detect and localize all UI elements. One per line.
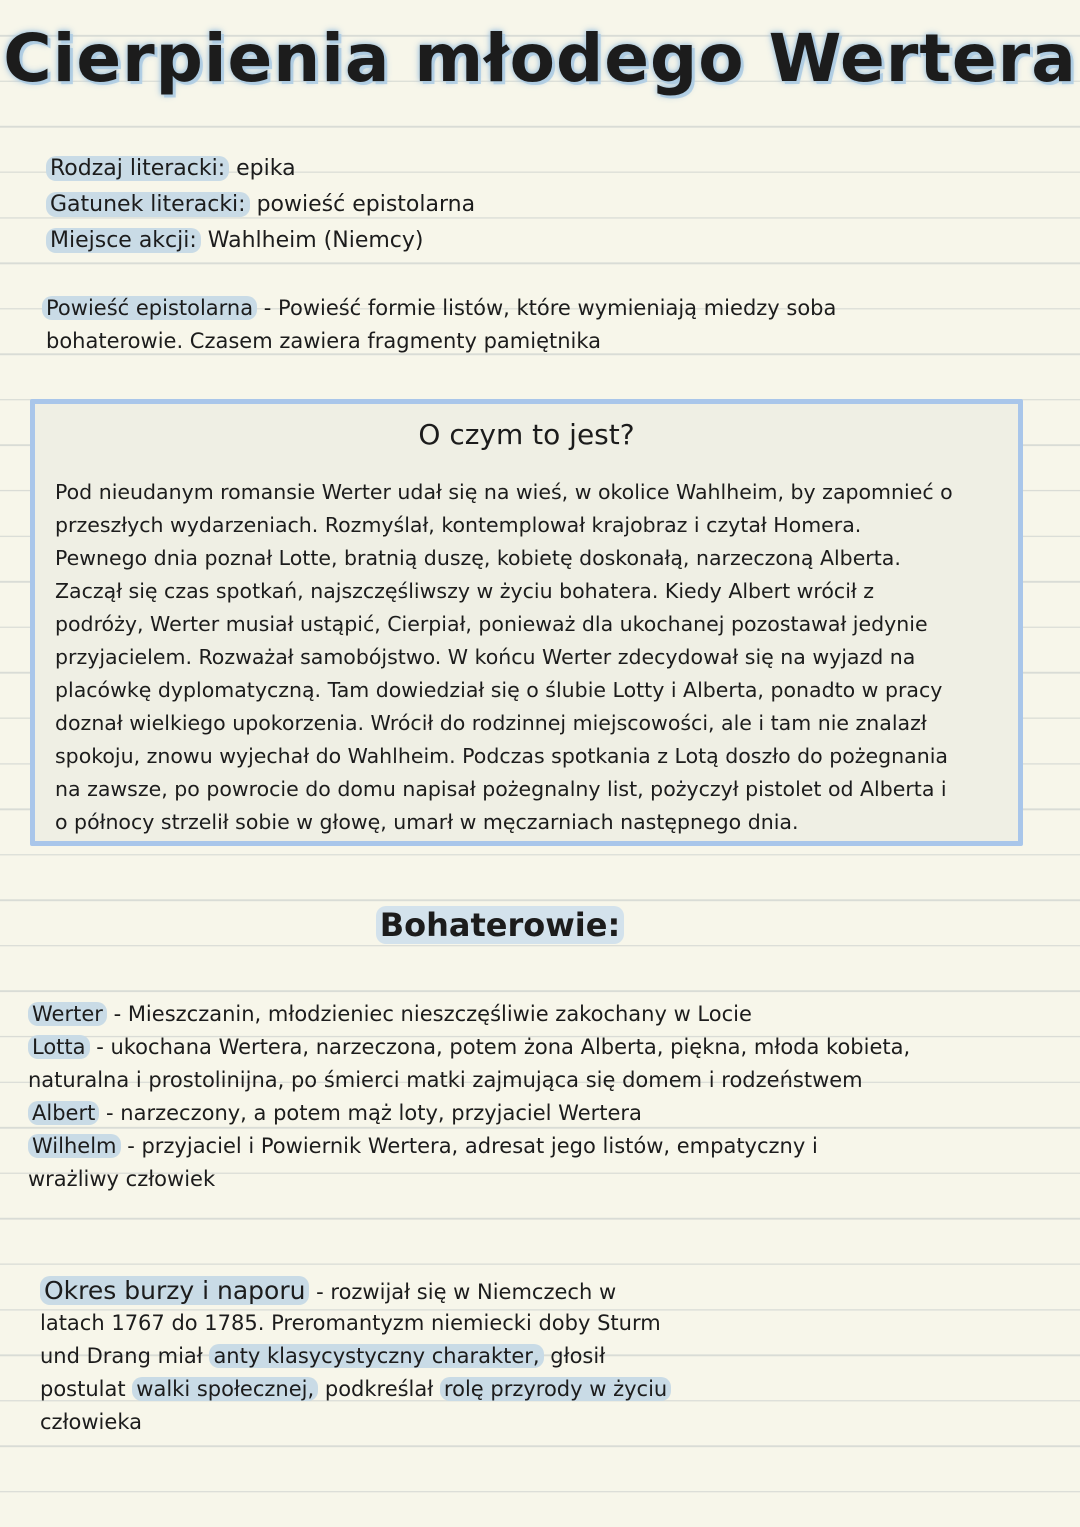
summary-line: Pod nieudanym romansie Werter udał się na wieś, w okolice Wahlheim, by zapomnieć o <box>55 480 953 504</box>
definition-text-cont: bohaterowie. Czasem zawiera fragmenty pamiętnika <box>46 329 602 353</box>
period-line <box>40 1274 671 1307</box>
period-line <box>40 1340 671 1373</box>
period-text: postulat <box>40 1377 126 1401</box>
info-value: epika <box>236 156 296 181</box>
summary-line: podróży, Werter musiał ustąpić, Cierpiał, ponieważ dla ukochanej pozostawał jedynie <box>55 612 928 636</box>
summary-line: przyjacielem. Rozważał samobójstwo. W końcu Werter zdecydował się na wyjazd na <box>55 645 916 669</box>
hero-desc: - przyjaciel i Powiernik Wertera, adresat jego listów, empatyczny i <box>127 1134 818 1158</box>
period-highlight: rolę przyrody w życiu <box>440 1377 671 1401</box>
period-text: - rozwijał się w Niemczech w <box>316 1280 617 1304</box>
period-text: głosił <box>550 1344 606 1368</box>
summary-line: placówkę dyplomatyczną. Tam dowiedział się o ślubie Lotty i Alberta, ponadto w pracy <box>55 678 943 702</box>
hero-albert <box>28 1097 910 1130</box>
definition-text: - Powieść formie listów, które wymieniają miedzy soba <box>263 296 837 320</box>
hero-desc: - ukochana Wertera, narzeczona, potem żona Alberta, piękna, młoda kobieta, <box>96 1035 911 1059</box>
definition-term: Powieść epistolarna <box>42 296 257 320</box>
period-line: człowieka <box>40 1410 142 1434</box>
period-line: latach 1767 do 1785. Preromantyzm niemiecki doby Sturm <box>40 1311 661 1335</box>
period-section <box>40 1274 671 1439</box>
period-highlight: walki społecznej, <box>132 1377 318 1401</box>
hero-name: Wilhelm <box>28 1134 121 1158</box>
info-label: Rodzaj literacki: <box>46 156 229 181</box>
info-setting <box>46 228 424 253</box>
info-genre-kind <box>46 156 296 181</box>
summary-line: o północy strzelił sobie w głowę, umarł w męczarniach następnego dnia. <box>55 810 799 834</box>
hero-desc-cont: naturalna i prostolinijna, po śmierci matki zajmująca się domem i rodzeństwem <box>28 1068 863 1092</box>
definition <box>42 296 836 320</box>
info-value: powieść epistolarna <box>256 192 476 217</box>
info-label: Miejsce akcji: <box>46 228 201 253</box>
summary-line: na zawsze, po powrocie do domu napisał pożegnalny list, pożyczył pistolet od Alberta i <box>55 777 947 801</box>
summary-line: Pewnego dnia poznał Lotte, bratnią duszę, kobietę doskonałą, narzeczoną Alberta. <box>55 546 901 570</box>
page-title: Cierpienia młodego Wertera <box>3 20 1077 97</box>
summary-line: przeszłych wydarzeniach. Rozmyślał, kontemplował krajobraz i czytał Homera. <box>55 513 862 537</box>
summary-line: spokoju, znowu wyjechał do Wahlheim. Podczas spotkania z Lotą doszło do pożegnania <box>55 744 948 768</box>
hero-name: Werter <box>28 1002 107 1026</box>
hero-name: Albert <box>28 1101 99 1125</box>
hero-wilhelm <box>28 1130 910 1163</box>
heroes-title: Bohaterowie: <box>376 906 625 944</box>
summary-line: doznał wielkiego upokorzenia. Wrócił do rodzinnej miejscowości, ale i tam nie znalazł <box>55 711 927 735</box>
period-highlight: anty klasycystyczny charakter, <box>209 1344 543 1368</box>
info-label: Gatunek literacki: <box>46 192 250 217</box>
summary-box <box>30 399 1023 846</box>
heroes-list <box>28 998 910 1196</box>
info-value: Wahlheim (Niemcy) <box>207 228 424 253</box>
hero-desc: - narzeczony, a potem mąż loty, przyjaciel Wertera <box>106 1101 642 1125</box>
info-genre <box>46 192 475 217</box>
summary-title: O czym to jest? <box>418 418 635 451</box>
hero-lotta <box>28 1031 910 1064</box>
period-term: Okres burzy i naporu <box>40 1276 309 1305</box>
heroes-heading <box>0 906 1000 944</box>
summary-text <box>55 476 953 839</box>
hero-name: Lotta <box>28 1035 90 1059</box>
hero-desc: - Mieszczanin, młodzieniec nieszczęśliwie zakochany w Locie <box>113 1002 752 1026</box>
hero-desc-cont: wrażliwy człowiek <box>28 1167 216 1191</box>
summary-line: Zaczął się czas spotkań, najszczęśliwszy w życiu bohatera. Kiedy Albert wrócił z <box>55 579 874 603</box>
period-line <box>40 1373 671 1406</box>
hero-werter <box>28 998 910 1031</box>
period-text: podkreślał <box>324 1377 434 1401</box>
period-text: und Drang miał <box>40 1344 203 1368</box>
